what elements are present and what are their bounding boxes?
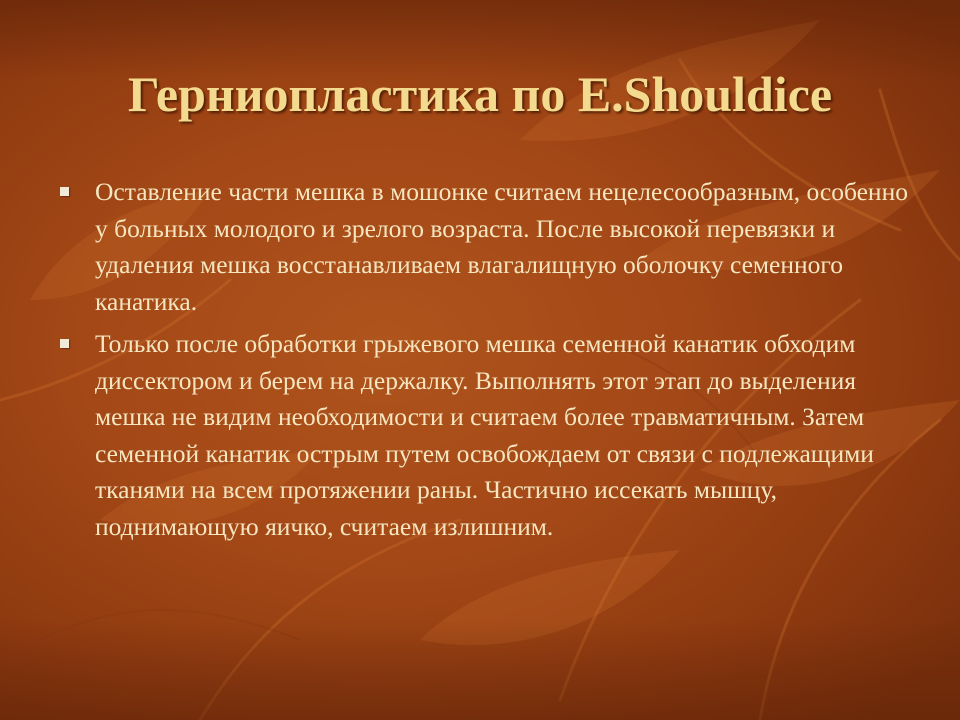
- bullet-text: Только после обработки грыжевого мешка семенной канатик обходим диссектором и берем на держалку. Выполнять этот этап до выделения мешка не видим необходимости и считаем более травматичным. Затем семенной канатик острым путем освобождаем от связи с подлежащими тканями на всем протяжении раны. Частично иссекать мышцу, поднимающую яичко, считаем излишним.: [95, 329, 874, 541]
- slide-title: Герниопластика по E.Shouldice: [127, 66, 833, 122]
- square-bullet-icon: [60, 187, 69, 196]
- bullet-text: Оставление части мешка в мошонке считаем нецелесообразным, особенно у больных молодого и зрелого возраста. После высокой перевязки и удаления мешка восстанавливаем влагалищную оболочку семенного канатика.: [95, 177, 908, 316]
- bullet-item: [58, 174, 908, 320]
- square-bullet-icon: [60, 339, 69, 348]
- bullet-item: [58, 326, 908, 545]
- bullet-list: [58, 174, 908, 551]
